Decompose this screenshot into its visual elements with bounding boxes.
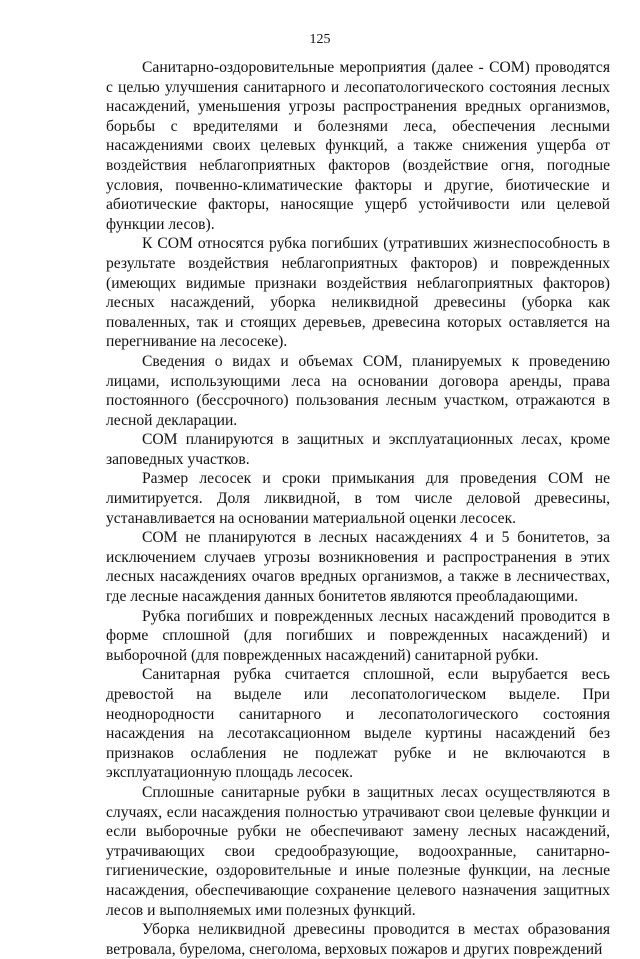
paragraph-som-declaration: Сведения о видах и объемах СОМ, планируемых к проведению лицами, использующими леса на основании договора аренды, права постоянного (бессрочного) пользования лесным участком, отражаются в лесной декларации. (106, 352, 610, 429)
paragraph-protective-forests: Сплошные санитарные рубки в защитных лесах осуществляются в случаях, если насаждения полностью утрачивают свои целевые функции и если выборочные рубки не обеспечивают замену лесных насаждений, утрачивающих свои средообразующие, водоохранные, санитарно-гигиенические, оздоровительные и иные полезные функции, на лесные насаждения, обеспечивающие сохранение целевого назначения защитных лесов и выполняемых ими полезных функций. (106, 783, 610, 919)
paragraph-illiquid-wood: Уборка неликвидной древесины проводится в местах образования ветровала, бурелома, снеголома, верховых пожаров и других повреждений (106, 921, 610, 958)
paragraph-som-forests: СОМ планируются в защитных и эксплуатационных лесах, кроме заповедных участков. (106, 431, 610, 468)
paragraph-som-definition: Санитарно-оздоровительные мероприятия (далее - СОМ) проводятся с целью улучшения санитарного и лесопатологического состояния лесных насаждений, уменьшения угрозы распространения вредных организмов, борьбы с вредителями и болезнями леса, обеспечения лесными насаждениями своих целевых функций, а также снижения ущерба от воздействия неблагоприятных факторов (воздействие огня, погодные условия, почвенно-климатические факторы и другие, биотические и абиотические факторы, наносящие ущерб устойчивости или целевой функции лесов). (106, 59, 610, 233)
paragraph-cutting-forms: Рубка погибших и поврежденных лесных насаждений проводится в форме сплошной (для погибших и поврежденных насаждений) и выборочной (для поврежденных насаждений) санитарной рубки. (106, 607, 610, 664)
page-number: 125 (309, 32, 331, 47)
paragraph-som-bonitet: СОМ не планируются в лесных насаждениях 4 и 5 бонитетов, за исключением случаев угрозы возникновения и распространения в этих лесных насаждениях очагов вредных организмов, а также в лесничествах, где лесные насаждения данных бонитетов являются преобладающими. (106, 529, 610, 606)
document-body (106, 58, 610, 959)
paragraph-clear-cutting: Санитарная рубка считается сплошной, если вырубается весь древостой на выделе или лесопатологическом выделе. При неоднородности санитарного и лесопатологического состояния насаждения на лесотаксационном выделе куртины насаждений без признаков ослабления не подлежат рубке и не включаются в эксплуатационную площадь лесосек. (106, 666, 610, 782)
paragraph-som-types: К СОМ относятся рубка погибших (утративших жизнеспособность в результате воздействия неблагоприятных факторов) и поврежденных (имеющих видимые признаки воздействия неблагоприятных факторов) лесных насаждений, уборка неликвидной древесины (уборка как поваленных, так и стоящих деревьев, древесина которых оставляется на перегнивание на лесосеке). (106, 235, 610, 351)
paragraph-som-size: Размер лесосек и сроки примыкания для проведения СОМ не лимитируется. Доля ликвидной, в том числе деловой древесины, устанавливается на основании материальной оценки лесосек. (106, 470, 610, 527)
